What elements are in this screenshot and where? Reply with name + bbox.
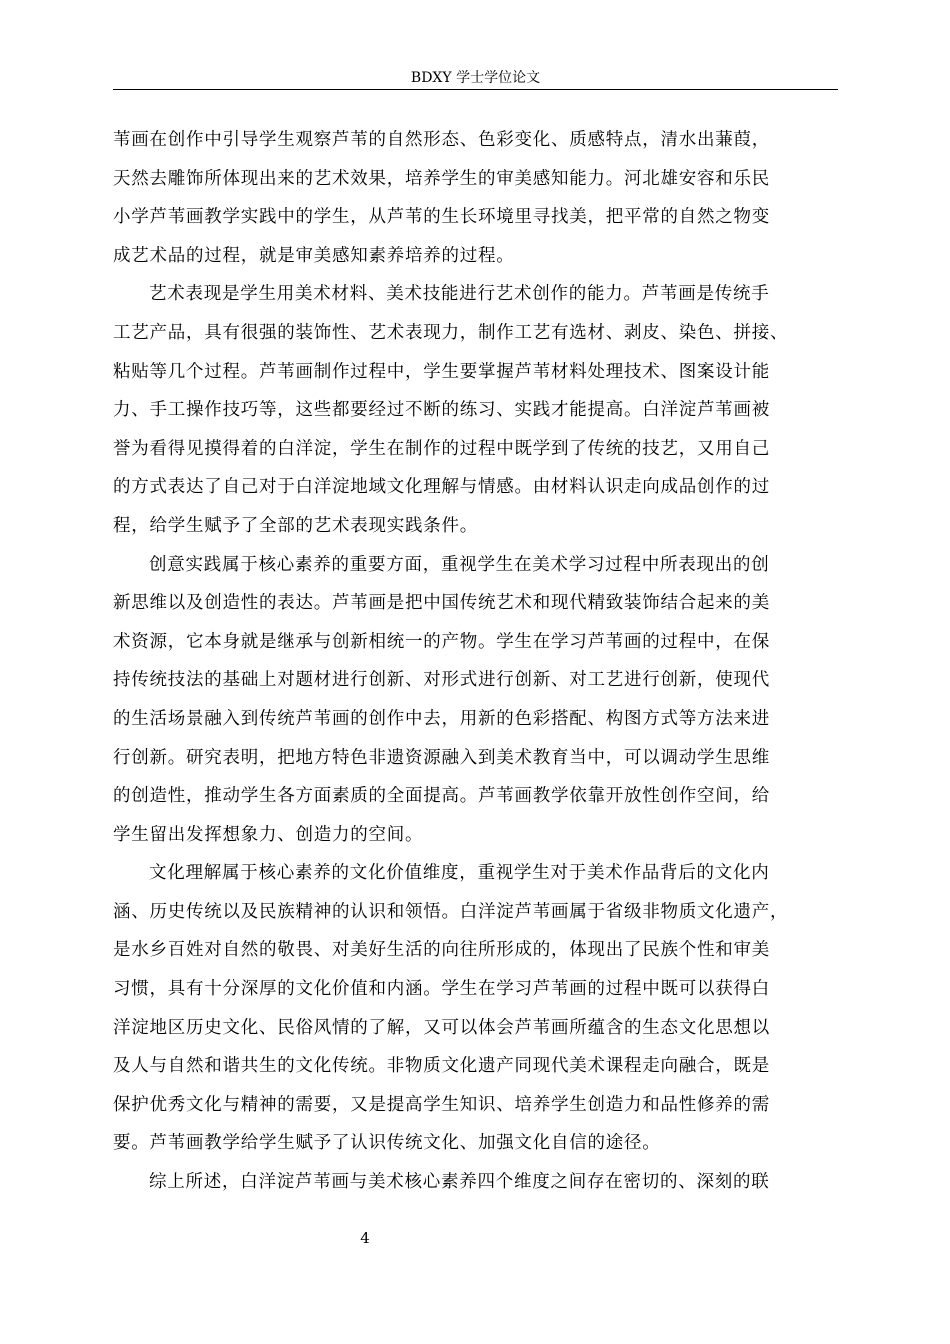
text-line: 苇画在创作中引导学生观察芦苇的自然形态、色彩变化、质感特点，清水出蒹葭， (113, 130, 770, 150)
paragraph-aesthetic-perception (113, 121, 837, 275)
text-line: 涵、历史传统以及民族精神的认识和领悟。白洋淀芦苇画属于省级非物质文化遗产， (113, 901, 789, 922)
text-line: 新思维以及创造性的表达。芦苇画是把中国传统艺术和现代精致装饰结合起来的美 (113, 593, 770, 614)
text-line: 粘贴等几个过程。芦苇画制作过程中，学生要掌握芦苇材料处理技术、图案设计能 (113, 361, 770, 382)
text-line: 文化理解属于核心素养的文化价值维度，重视学生对于美术作品背后的文化内 (149, 863, 770, 884)
text-line: 力、手工操作技巧等，这些都要经过不断的练习、实践才能提高。白洋淀芦苇画被 (113, 400, 770, 421)
header-rule (113, 89, 838, 90)
text-line: 工艺产品，具有很强的装饰性、艺术表现力，制作工艺有选材、剥皮、染色、拼接、 (113, 322, 789, 343)
text-line: 程，给学生赋予了全部的艺术表现实践条件。 (113, 515, 478, 536)
text-line: 习惯，具有十分深厚的文化价值和内涵。学生在学习芦苇画的过程中既可以获得白 (113, 979, 770, 1000)
text-line: 的创造性，推动学生各方面素质的全面提高。芦苇画教学依靠开放性创作空间，给 (113, 786, 770, 807)
text-line: 保护优秀文化与精神的需要，又是提高学生知识、培养学生创造力和品性修养的需 (113, 1094, 770, 1115)
text-line: 的方式表达了自己对于白洋淀地域文化理解与情感。由材料认识走向成品创作的过 (113, 477, 770, 498)
paragraph-artistic-expression (113, 275, 837, 545)
text-line: 综上所述，白洋淀芦苇画与美术核心素养四个维度之间存在密切的、深刻的联 (149, 1172, 770, 1193)
running-header: BDXY 学士学位论文 (410, 70, 541, 86)
text-line: 学生留出发挥想象力、创造力的空间。 (113, 824, 424, 845)
text-line: 誉为看得见摸得着的白洋淀，学生在制作的过程中既学到了传统的技艺，又用自己 (113, 438, 770, 459)
text-line: 及人与自然和谐共生的文化传统。非物质文化遗产同现代美术课程走向融合，既是 (113, 1056, 770, 1077)
body-text (113, 121, 837, 1202)
paragraph-cultural-understanding (113, 854, 837, 1163)
text-line: 小学芦苇画教学实践中的学生，从芦苇的生长环境里寻找美，把平常的自然之物变 (113, 207, 770, 228)
text-line: 的生活场景融入到传统芦苇画的创作中去，用新的色彩搭配、构图方式等方法来进 (113, 708, 770, 729)
text-line: 艺术表现是学生用美术材料、美术技能进行艺术创作的能力。芦苇画是传统手 (149, 284, 770, 305)
text-line: 术资源，它本身就是继承与创新相统一的产物。学生在学习芦苇画的过程中，在保 (113, 631, 770, 652)
text-line: 持传统技法的基础上对题材进行创新、对形式进行创新、对工艺进行创新，使现代 (113, 670, 770, 691)
text-line: 要。芦苇画教学给学生赋予了认识传统文化、加强文化自信的途径。 (113, 1133, 661, 1154)
page-number: 4 (360, 1229, 370, 1247)
text-line: 洋淀地区历史文化、民俗风情的了解，又可以体会芦苇画所蕴含的生态文化思想以 (113, 1017, 770, 1038)
paragraph-creative-practice (113, 546, 837, 855)
text-line: 创意实践属于核心素养的重要方面，重视学生在美术学习过程中所表现出的创 (149, 554, 770, 575)
text-line: 天然去雕饰所体现出来的艺术效果，培养学生的审美感知能力。河北雄安容和乐民 (113, 168, 770, 189)
text-line: 行创新。研究表明，把地方特色非遗资源融入到美术教育当中，可以调动学生思维 (113, 747, 770, 768)
paragraph-summary (113, 1163, 837, 1202)
text-line: 成艺术品的过程，就是审美感知素养培养的过程。 (113, 245, 515, 266)
text-line: 是水乡百姓对自然的敬畏、对美好生活的向往所形成的，体现出了民族个性和审美 (113, 940, 770, 961)
